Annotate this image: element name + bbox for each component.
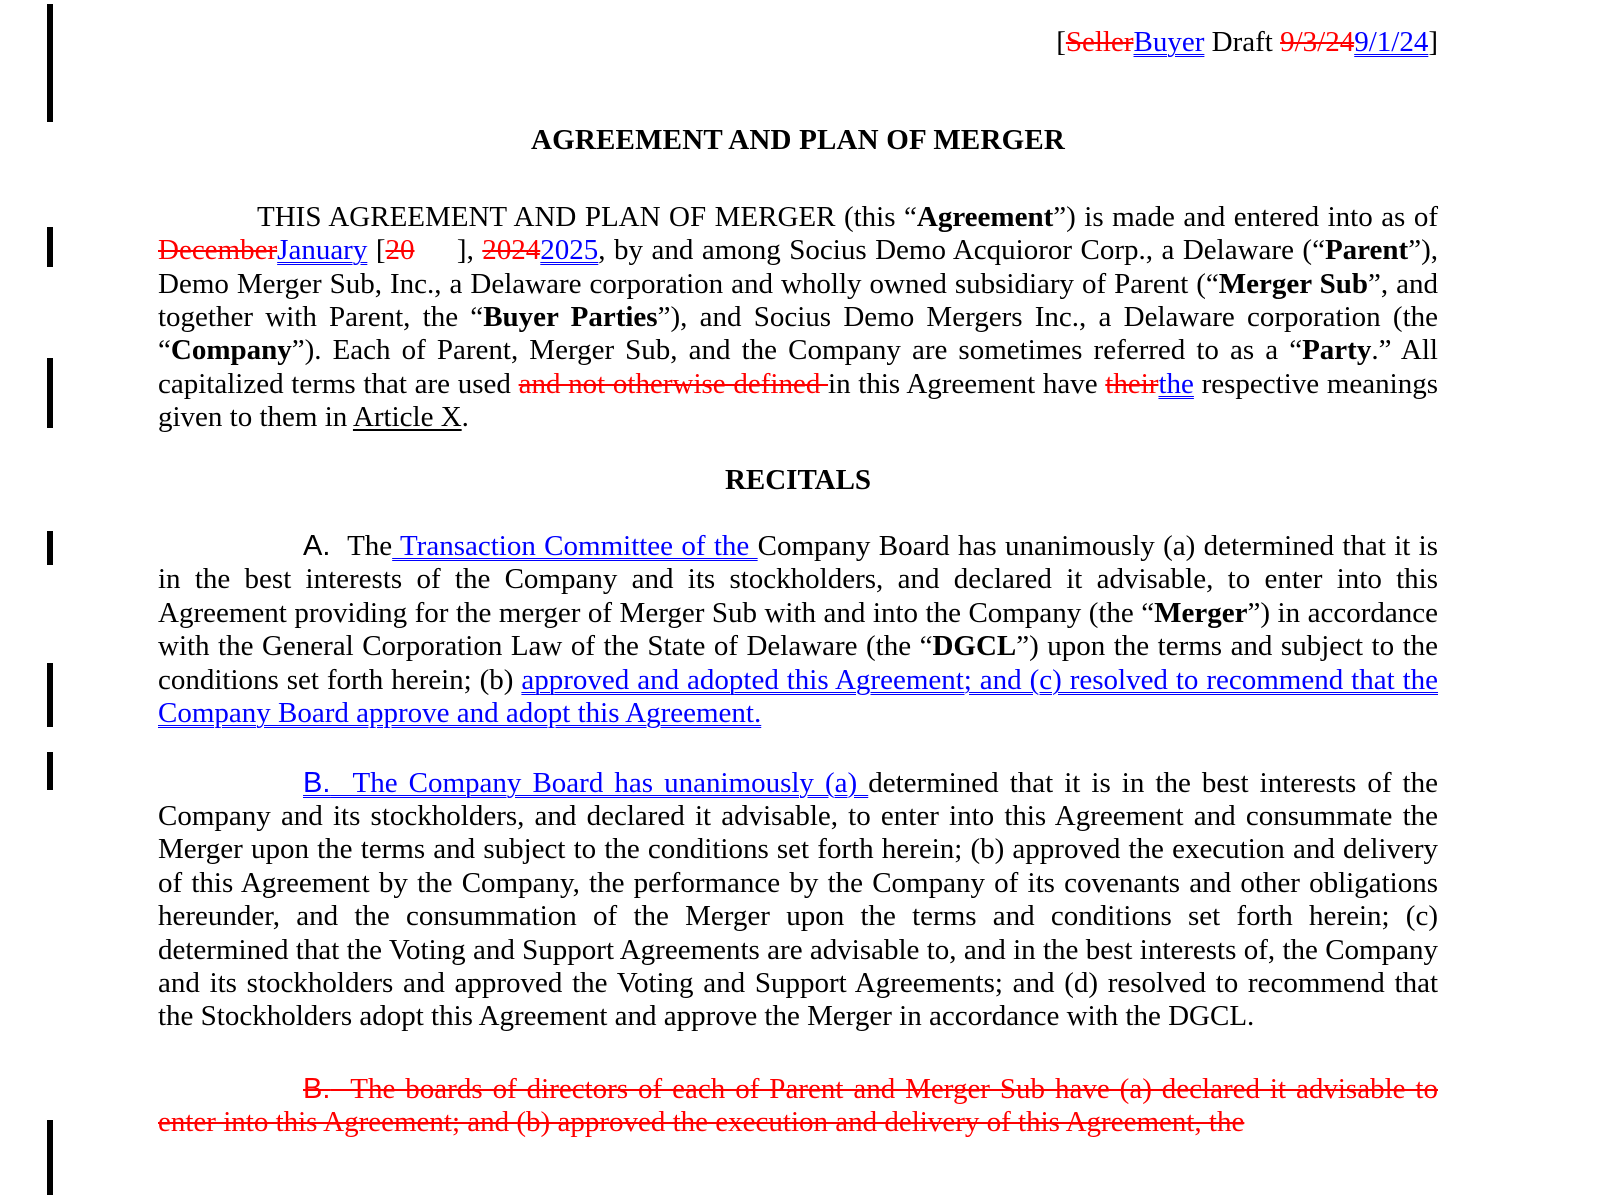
change-bar bbox=[47, 358, 53, 428]
deleted-text: 20 bbox=[385, 234, 415, 267]
text-run: respective meanings given to them in bbox=[158, 367, 1438, 434]
text-run: RECITALS bbox=[724, 463, 872, 496]
change-bar bbox=[47, 227, 53, 267]
inserted-text: The Company Board has unanimously (a) bbox=[330, 766, 869, 799]
change-bar bbox=[47, 4, 53, 122]
underlined-reference: Article X bbox=[352, 401, 462, 434]
text-run: ”). Each of Parent, Merger Sub, and the Company are sometimes referred to as a “ bbox=[291, 334, 1303, 367]
inserted-text: 9/1/24 bbox=[1354, 26, 1429, 58]
inserted-text: Transaction Committee of the bbox=[392, 530, 758, 563]
deleted-text: December bbox=[158, 234, 278, 267]
inserted-text: 2025 bbox=[540, 234, 599, 267]
deleted-text: Seller bbox=[1065, 26, 1134, 58]
text-run: in this Agreement have bbox=[828, 367, 1106, 400]
text-run: .” All capitalized terms that are used bbox=[158, 334, 1438, 400]
deleted-text: their bbox=[1105, 367, 1159, 400]
deleted-text: 2024 bbox=[482, 234, 541, 267]
recital-a bbox=[158, 530, 1438, 730]
inserted-text: approved and adopted this Agreement; and (c) resolved to recommend that the Company Board approve and adopt this Agreement. bbox=[158, 663, 1439, 730]
deleted-text: 9/3/24 bbox=[1280, 26, 1355, 58]
defined-term: Merger Sub bbox=[1218, 267, 1369, 300]
inserted-text: the bbox=[1158, 367, 1194, 400]
text-run: ”) in accordance with the General Corporation Law of the State of Delaware (the “ bbox=[158, 596, 1438, 663]
change-bar bbox=[47, 1120, 53, 1195]
deleted-text: B. bbox=[303, 1072, 331, 1105]
document-title: AGREEMENT AND PLAN OF MERGER bbox=[530, 124, 1066, 157]
document-body bbox=[158, 201, 1438, 1140]
text-run: ], bbox=[456, 234, 483, 267]
defined-term: DGCL bbox=[932, 630, 1017, 663]
draft-stamp bbox=[158, 26, 1438, 59]
text-run: , by and among Socius Demo Acquioror Corp., a Delaware (“ bbox=[598, 234, 1325, 267]
text-run: A. bbox=[303, 530, 331, 563]
text-run: . bbox=[461, 401, 469, 434]
text-run: ”), and Socius Demo Mergers Inc., a Delaware corporation (the “ bbox=[158, 301, 1438, 367]
text-run: Company Board has unanimously (a) determined that it is in the best interests of the Company and its stockholders, and declared it advisable, to enter into this Agreement providing for the merger of Merger Sub with and into the Company (the “ bbox=[158, 530, 1439, 629]
deleted-text: and not otherwise defined bbox=[518, 367, 829, 400]
defined-term: Company bbox=[170, 334, 292, 367]
text-run: Draft bbox=[1204, 26, 1281, 58]
text-run: ”), Demo Merger Sub, Inc., a Delaware corporation and wholly owned subsidiary of Parent (“ bbox=[158, 234, 1438, 300]
text-run: ”) upon the terms and subject to the conditions set forth herein; (b) bbox=[158, 630, 1439, 696]
deleted-recital-b bbox=[158, 1073, 1438, 1140]
defined-term: Agreement bbox=[916, 200, 1054, 233]
text-run: ”, and together with Parent, the “ bbox=[158, 267, 1438, 334]
recitals-heading bbox=[158, 464, 1438, 497]
opening-paragraph bbox=[158, 201, 1438, 435]
deleted-text: The boards of directors of each of Parent and Merger Sub have (a) declared it advisable to enter into this Agreement; and (b) approved the execution and delivery of this Agreement, the bbox=[158, 1072, 1438, 1139]
document-content bbox=[158, 0, 1438, 1140]
inserted-text: January bbox=[277, 234, 368, 267]
text-run: ] bbox=[1428, 26, 1438, 58]
text-run: The bbox=[330, 530, 393, 563]
recital-b bbox=[158, 767, 1438, 1034]
inserted-text: B. bbox=[303, 766, 331, 799]
text-run: [ bbox=[367, 234, 386, 267]
defined-term: Party bbox=[1302, 334, 1372, 367]
text-run: ”) is made and entered into as of bbox=[1053, 200, 1438, 233]
defined-term: Merger bbox=[1154, 596, 1248, 629]
text-run: [ bbox=[1056, 26, 1066, 58]
change-bar bbox=[47, 531, 53, 565]
change-bar bbox=[47, 663, 53, 727]
defined-term: Parent bbox=[1324, 234, 1409, 267]
text-run bbox=[414, 234, 456, 266]
text-run: determined that it is in the best interests of the Company and its stockholders, and declared it advisable, to enter into this Agreement and consummate the Merger upon the terms and subject to the conditions set forth herein; (b) approved the execution and delivery of this Agreement by the Company, the performance by the Company of its covenants and other obligations hereunder, and the consummation of the Merger upon the terms and conditions set forth herein; (c) determined that the Voting and Support Agreements are advisable to, and in the best interests of, the Company and its stockholders and approved the Voting and Support Agreements; and (d) resolved to recommend that the Stockholders adopt this Agreement and approve the Merger in accordance with the DGCL. bbox=[158, 766, 1438, 1033]
defined-term: Buyer Parties bbox=[483, 301, 658, 334]
text-run: THIS AGREEMENT AND PLAN OF MERGER (this “ bbox=[257, 200, 917, 233]
change-bar bbox=[47, 752, 53, 790]
inserted-text: Buyer bbox=[1133, 26, 1205, 58]
